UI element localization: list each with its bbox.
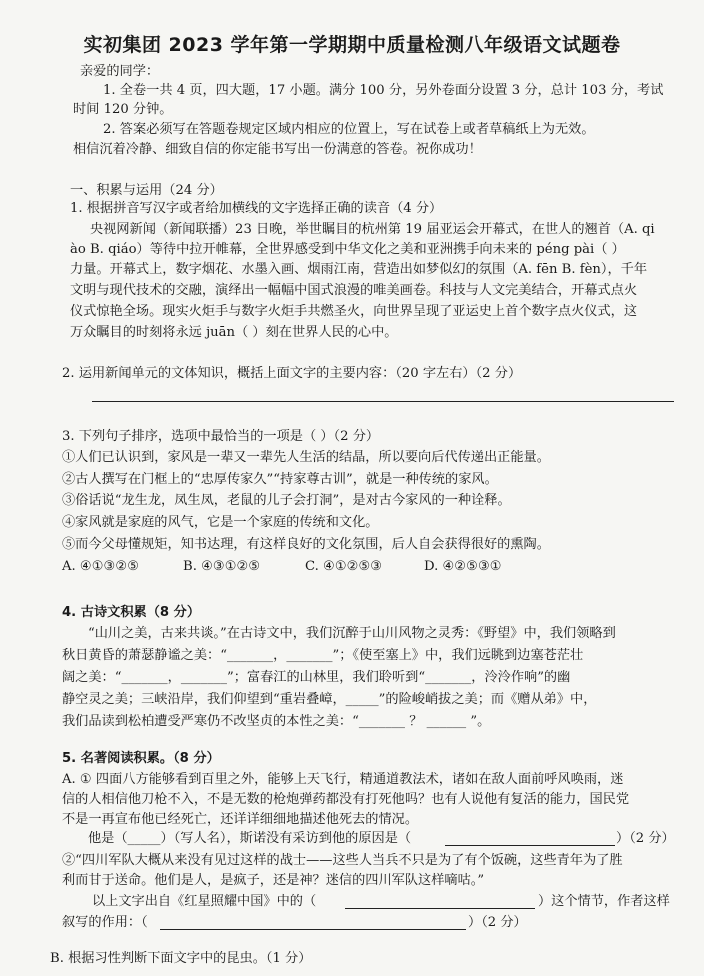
- q1-passage-line: 仪式惊艳全场。现实火炬手与数字火炬手共燃圣火，向世界呈现了亚运史上首个数字点火仪式，这: [70, 304, 638, 319]
- q5-line: A. ① 四面八方能够看到百里之外，能够上天飞行，精通道教法术，诸如在敌人面前呼风唤雨，迷: [62, 772, 624, 787]
- q1-passage-line: 力量。开幕式上，数字烟花、水墨入画、烟雨江南，营造出如梦似幻的氛围（A. fēn B. fèn），千年: [70, 262, 648, 277]
- q5-line: 利而甘于送命。他们是人，是疯子，还是神？迷信的四川军队这样嘀咕。”: [62, 873, 485, 888]
- q5-line: ②“四川军队大概从来没有见过这样的战士——这些人当兵不只是为了有个饭碗，这些青年为了胜: [62, 853, 623, 868]
- note-1b: 时间 120 分钟。: [73, 102, 173, 117]
- q3-stem: 3. 下列句子排序，选项中最恰当的一项是（ ）（2 分）: [62, 429, 380, 444]
- q3-sentence: ④家风就是家庭的风气，它是一个家庭的传统和文化。: [62, 515, 379, 530]
- q4-line: 阔之美：“_______，_______”；富春江的山林里，我们聆听到“_______，泠泠作响”的幽: [62, 670, 571, 685]
- q5-line: 不是一再宣布他已经死亡，还详详细细地描述他死去的情况。: [62, 812, 419, 827]
- note-2: 2. 答案必须写在答题卷规定区域内相应的位置上，写在试卷上或者草稿纸上为无效。: [103, 122, 595, 137]
- q1-passage-line: ào B. qiáo）等待中拉开帷幕，全世界感受到中华文化之美和亚洲携手向未来的 péng pài（ ）: [70, 242, 625, 257]
- q5-a4-answer-line[interactable]: [445, 845, 615, 846]
- q1-passage-line: 文明与现代技术的交融，演绎出一幅幅中国式浪漫的唯美画卷。科技与人文完美结合，开幕式点火: [70, 283, 638, 298]
- q3-option-a[interactable]: A. ④①③②⑤: [62, 559, 140, 574]
- q4-line: “山川之美，古来共谈。”在古诗文中，我们沉醉于山川风物之灵秀：《野望》中，我们领略到: [88, 626, 616, 641]
- q5-b-stem: B. 根据习性判断下面文字中的昆虫。（1 分）: [50, 951, 312, 966]
- q4-line: 静空灵之美；三峡沿岸，我们仰望到“重岩叠嶂，_____”的险峻峭拔之美；而《赠从弟》中，: [62, 692, 597, 707]
- q3-sentence: ②古人撰写在门框上的“忠厚传家久”“持家尊古训”，就是一种传统的家风。: [62, 472, 498, 487]
- q5-a4-left: 他是（_____）（写人名），斯诺没有采访到他的原因是（: [88, 831, 412, 846]
- q4-stem: 4. 古诗文积累（8 分）: [62, 605, 201, 620]
- q3-sentence: ①人们已认识到，家风是一辈又一辈先人生活的结晶，所以要向后代传递出正能量。: [62, 450, 550, 465]
- q2-stem: 2. 运用新闻单元的文体知识，概括上面文字的主要内容：（20 字左右）（2 分）: [62, 366, 522, 381]
- q2-answer-line[interactable]: [92, 401, 674, 402]
- q5-a7-answer-line[interactable]: [345, 908, 535, 909]
- page-title: 实初集团 2023 学年第一学期期中质量检测八年级语文试题卷: [83, 34, 621, 56]
- q3-sentence: ⑤而今父母懂规矩，知书达理，有这样良好的文化氛围，后人自会获得很好的熏陶。: [62, 537, 550, 552]
- q5-a7-right: ）这个情节，作者这样: [538, 894, 670, 909]
- q4-line: 秋日黄昏的萧瑟静谧之美：“_______，_______”；《使至塞上》中，我们远眺到边塞苍茫壮: [62, 648, 584, 663]
- q5-a7-left: 以上文字出自《红星照耀中国》中的（: [92, 894, 317, 909]
- q4-line: 我们品读到松柏遭受严寒仍不改坚贞的本性之美：“_______ ？ ______ ”。: [62, 714, 491, 729]
- q3-option-b[interactable]: B. ④③①②⑤: [183, 559, 261, 574]
- q5-a4-right: ）（2 分）: [616, 831, 675, 846]
- q3-option-c[interactable]: C. ④①②⑤③: [305, 559, 383, 574]
- q5-a8-answer-line[interactable]: [160, 929, 466, 930]
- note-1a: 1. 全卷一共 4 页，四大题，17 小题。满分 100 分，另外卷面分设置 3 分，总计 103 分，考试: [103, 83, 664, 98]
- greeting: 亲爱的同学：: [80, 64, 160, 79]
- q1-passage-line: 央视网新闻（新闻联播）23 日晚，举世瞩目的杭州第 19 届亚运会开幕式，在世人的翘首（A. qi: [90, 222, 655, 237]
- q3-option-d[interactable]: D. ④②⑤③①: [424, 559, 502, 574]
- q1-passage-line: 万众瞩目的时刻将永远 juān（ ）刻在世界人民的心中。: [70, 325, 398, 340]
- q5-line: 信的人相信他刀枪不入，不是无数的枪炮弹药都没有打死他吗？也有人说他有复活的能力，国民党: [62, 792, 630, 807]
- q3-sentence: ③俗话说“龙生龙，凤生凤，老鼠的儿子会打洞”，是对古今家风的一种诠释。: [62, 493, 511, 508]
- section-heading: 一、积累与运用（24 分）: [70, 183, 223, 198]
- q5-a8-right: ）（2 分）: [468, 915, 527, 930]
- q5-stem: 5. 名著阅读积累。（8 分）: [62, 751, 220, 766]
- q5-a8-left: 叙写的作用：（: [62, 915, 148, 930]
- wish-text: 相信沉着冷静、细致自信的你定能书写出一份满意的答卷。祝你成功！: [73, 142, 482, 157]
- q1-stem: 1. 根据拼音写汉字或者给加横线的文字选择正确的读音（4 分）: [70, 201, 443, 216]
